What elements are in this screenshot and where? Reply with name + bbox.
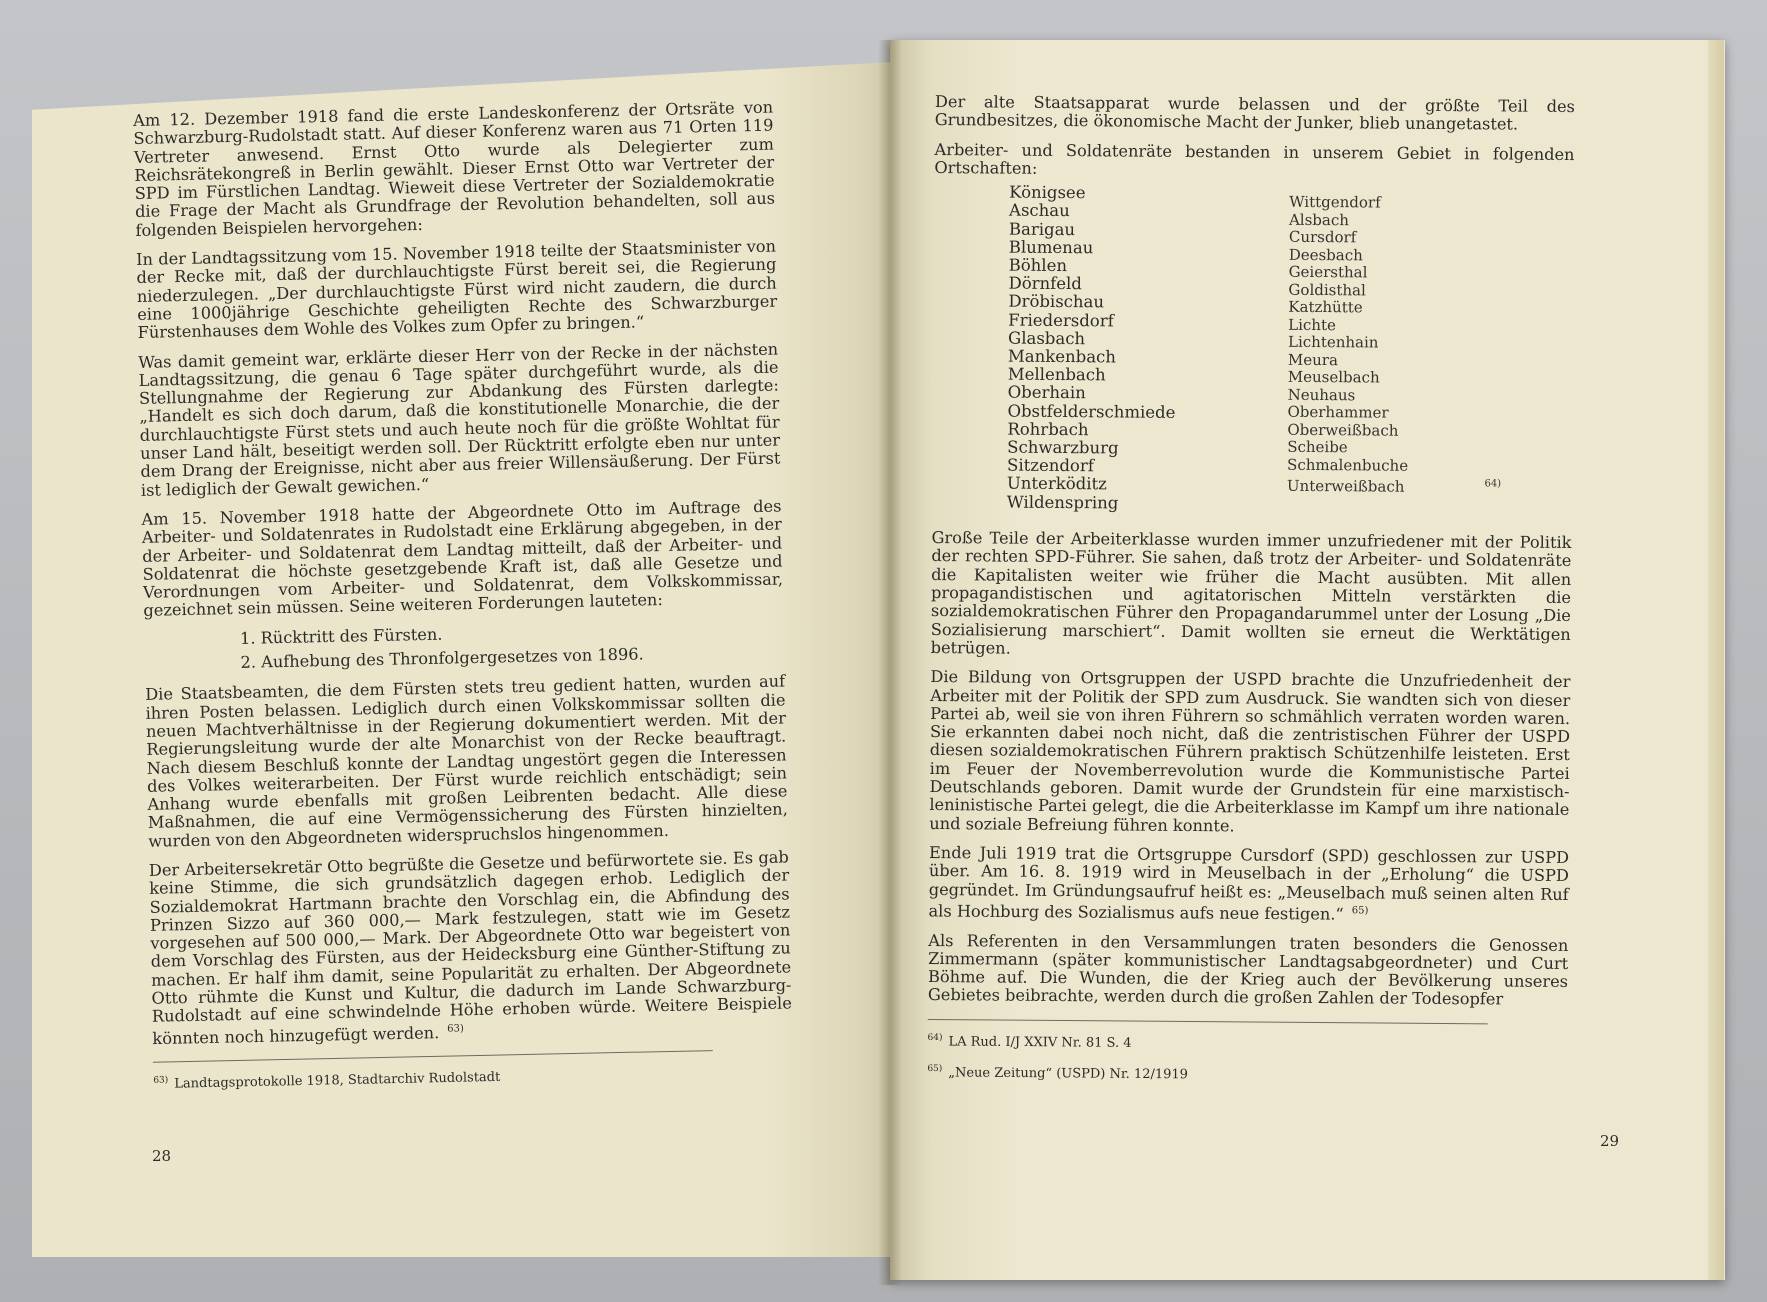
place-name: Dröbischau: [1008, 291, 1105, 312]
place-name: Schmalenbuche: [1287, 455, 1409, 475]
place-name: Mankenbach: [1007, 346, 1117, 367]
places-column-2: [1287, 194, 1504, 497]
place-name: Sitzendorf: [1007, 455, 1094, 476]
place-name: Unterweißbach: [1286, 476, 1405, 496]
right-page-text: [927, 93, 1575, 1097]
page-number-left: 28: [152, 1147, 172, 1165]
place-name: Geiersthal: [1288, 262, 1368, 282]
demands-list: [240, 618, 785, 672]
place-name: Oberhain: [1007, 383, 1086, 403]
paragraph: Als Referenten in den Versammlungen traten besonders die Genossen Zimmermann (später kommunistischer Landtagsabgeordneter) und Curt Böhme auf. Die Wunden, die der Krieg auch der Bevölkerung unseres Gebietes beibrachte, werden durch die großen Zahlen der Todesopfer: [927, 930, 1569, 1009]
place-name: Barigau: [1008, 219, 1076, 239]
place-item: [1287, 456, 1501, 475]
paragraph: Am 12. Dezember 1918 fand die erste Landeskonferenz der Ortsräte von Schwarzburg-Rudolstadt statt. Auf dieser Konferenz waren aus 71 Orten 119 Vertreter anwesend. Ernst Otto wurde als Delegierter zum Reichsrätekongreß in Berlin gewählt. Dieser Ernst Otto war Vertreter der SPD im Fürstlichen Landtag. Wieweit diese Vertreter der Sozialdemokratie die Frage der Macht als Grundfrage der Revolution behandelten, soll aus folgenden Beispielen hervorgehen:: [132, 97, 776, 240]
left-page-text: [133, 99, 794, 1105]
place-name: Rohrbach: [1007, 419, 1089, 440]
place-name: Cursdorf: [1288, 227, 1357, 247]
list-item: 2. Aufhebung des Thronfolgergesetzes von 1896.: [240, 644, 644, 672]
footnote-reference: 65): [1351, 905, 1369, 917]
paragraph: Die Staatsbeamten, die dem Fürsten stets treu gedient hatten, wurden auf ihren Posten belassen. Lediglich durch einen Volkskommissar sollten die neuen Machtverhältnisse in der Regierung dokumentiert werden. Mit der Regierungsleitung wurde der alte Monarchist von der Recke beauftragt. Nach diesem Beschluß konnte der Landtag ungestört gegen die Interessen des Volkes weiterarbeiten. Der Fürst wurde reichlich entschädigt; sein Anhang wurde ebenfalls mit großen Leibrenten bedacht. Alle diese Maßnahmen, die auf eine Vermögenssicherung des Fürsten hinzielten, wurden von den Abgeordneten widerspruchslos hingenommen.: [145, 671, 788, 851]
paragraph: [149, 848, 793, 1048]
paragraph: [929, 844, 1570, 926]
place-name: Lichtenhain: [1287, 332, 1379, 352]
place-name: Glasbach: [1008, 328, 1086, 348]
paragraph: Der alte Staatsapparat wurde belassen und der größte Teil des Grundbesitzes, die ökonomische Macht der Junker, blieb unangetastet.: [934, 92, 1575, 134]
place-name: Wildenspring: [1006, 492, 1119, 513]
place-item: [1287, 474, 1501, 497]
book-spine: [878, 40, 902, 1285]
paragraph: In der Landtagssitzung vom 15. November 1918 teilte der Staatsminister von der Recke mit, daß der durchlauchtigste Fürst bereit sei, die Regierung niederzulegen. „Der durchlauchtigste Fürst wird nicht zaudern, die durch eine 1000jährige Geschichte geheiligten Rechte des Schwarzburger Fürstenhauses dem Wohle des Volkes zum Opfer zu bringen.“: [135, 236, 778, 343]
page-edges: [1708, 40, 1724, 1280]
place-name: Deesbach: [1288, 245, 1363, 265]
paragraph: Die Bildung von Ortsgruppen der USPD brachte die Unzufriedenheit der Arbeiter mit der Politik der SPD zum Ausdruck. Sie wandten sich von dieser Partei ab, weil sie von ihren Führern so schmählich verraten worden waren. Sie erkannten dabei noch nicht, daß die zentristischen Führer der USPD diesen sozialdemokratischen Führern praktisch Schützenhilfe leisteten. Erst im Feuer der Novemberrevolution wurde die Kommunistische Partei Deutschlands geboren. Damit wurde der Grundstein für eine marxistisch-leninistische Partei gelegt, die die Arbeiterklasse im Kampf um ihre nationale und soziale Befreiung führen konnte.: [929, 667, 1571, 836]
footnote: [153, 1060, 793, 1094]
footnote: [927, 1061, 1567, 1086]
place-item: [1007, 493, 1175, 513]
place-name: Goldisthal: [1288, 280, 1366, 300]
paragraph: Große Teile der Arbeiterklasse wurden immer unzufriedener mit der Politik der rechten SPD-Führer. Sie sahen, daß trotz der Arbeiter- und Soldatenräte die Kapitalisten weiter wie früher die Macht ausübten. Mit allen propagandistischen und agitatorischen Mitteln verstärkten die sozialdemokratischen Führer den Propagandarummel unter der Losung „Die Sozialisierung marschiert“. Damit wollten sie erneut die Werktätigen betrügen.: [930, 528, 1572, 658]
place-name: Aschau: [1009, 200, 1070, 221]
footnote-text: „Neue Zeitung“ (USPD) Nr. 12/1919: [948, 1065, 1189, 1083]
place-name: Meuselbach: [1287, 367, 1380, 387]
place-name: Neuhaus: [1287, 385, 1356, 404]
footnote-reference: 63): [447, 1022, 464, 1035]
place-name: Obstfelderschmiede: [1007, 401, 1176, 422]
paragraph: Am 15. November 1918 hatte der Abgeordnete Otto im Auftrage des Arbeiter- und Soldatenrates in Rudolstadt eine Erklärung abgegeben, in der der Arbeiter- und Soldatenrat dem Landtag mitteilt, daß der Arbeiter- und Soldatenrat die höchste gesetzgebende Kraft ist, daß alle Gesetze und Verordnungen vom Arbeiter- und Soldatenrat, dem Volkskommissar, gezeichnet sein müssen. Seine weiteren Forderungen lauteten:: [141, 496, 784, 621]
footnote-text: Landtagsprotokolle 1918, Stadtarchiv Rudolstadt: [174, 1070, 501, 1093]
place-name: Unterköditz: [1006, 474, 1107, 494]
place-name: Alsbach: [1288, 210, 1350, 229]
page-number-right: 29: [1600, 1132, 1620, 1150]
footnote-rule: [153, 1050, 713, 1063]
place-name: Schwarzburg: [1007, 437, 1119, 458]
footnote-mark: 63): [153, 1075, 169, 1087]
place-name: Meura: [1287, 350, 1339, 369]
place-name: Königsee: [1009, 182, 1086, 203]
place-name: Scheibe: [1287, 437, 1348, 457]
list-item: 1. Rücktritt des Fürsten.: [239, 624, 443, 648]
place-name: Katzhütte: [1288, 297, 1363, 317]
place-name: Oberweißbach: [1287, 420, 1399, 440]
place-name: Lichte: [1288, 315, 1336, 334]
footnote-text: LA Rud. I/J XXIV Nr. 81 S. 4: [948, 1034, 1132, 1051]
place-name: Dörnfeld: [1008, 273, 1082, 294]
footnote-mark: 64): [927, 1032, 943, 1043]
footnote-mark: 65): [927, 1064, 943, 1075]
place-name: Oberhammer: [1287, 402, 1389, 422]
paragraph: Was damit gemeint war, erklärte dieser Herr von der Recke in der nächsten Landtagssitzung, die genau 6 Tage später durchgeführt wurde, als die Stellungnahme der Regierung zur Abdankung des Fürsten darlegte: „Handelt es sich doch darum, daß die konstitutionelle Monarchie, die der durchlauchtigste Fürst stets und auch heute noch für die größte Wohltat für unser Land hält, beseitigt werden soll. Der Rücktritt erfolgte eben nur unter dem Drang der Ereignisse, nicht aber aus freier Willensäußerung. Der Fürst ist lediglich der Gewalt gewichen.“: [138, 339, 781, 500]
paragraph-text: Der Arbeitersekretär Otto begrüßte die Gesetze und befürwortete sie. Es gab keine Stimme, die sich grundsätzlich dagegen erhob. Lediglich der Sozialdemokrat Hartmann brachte den Vorschlag ein, die Abfindung des Prinzen Sizzo auf 360 000,— Mark festzulegen, statt wie im Gesetz vorgesehen auf 500 000,— Mark. Der Abgeordnete Otto war begeistert von dem Vorschlag des Fürsten, aus der Heidecksburg eine Günther-Stiftung zu machen. Er half ihm damit, seine Popularität zu erhalten. Der Abgeordnete Otto rühmte die Kunst und Kultur, die dadurch im Lande Schwarzburg-Rudolstadt auf eine schwindelnde Höhe erhoben würde. Weitere Beispiele könnten noch hinzugefügt werden.: [148, 847, 793, 1048]
footnote-rule: [928, 1019, 1488, 1024]
place-name: Mellenbach: [1007, 364, 1106, 385]
paragraph-text: Ende Juli 1919 trat die Ortsgruppe Cursdorf (SPD) geschlossen zur USPD über. Am 16. 8. 1919 wird in Meuselbach in der „Erholung“ die USPD gegründet. Im Gründungsaufruf heißt es: „Meuselbach muß seinen alten Ruf als Hochburg des Sozialismus aufs neue festigen.“: [928, 842, 1570, 924]
places-list: [932, 183, 1575, 524]
paragraph: Arbeiter- und Soldatenräte bestanden in unserem Gebiet in folgenden Ortschaften:: [934, 139, 1575, 178]
footnote-reference: 64): [1484, 478, 1502, 490]
place-name: Wittgendorf: [1289, 192, 1381, 212]
places-column-1: [1007, 184, 1177, 513]
footnote: [927, 1030, 1567, 1055]
place-name: Friedersdorf: [1008, 310, 1114, 331]
place-name: Blumenau: [1008, 237, 1094, 258]
place-name: Böhlen: [1008, 255, 1068, 276]
